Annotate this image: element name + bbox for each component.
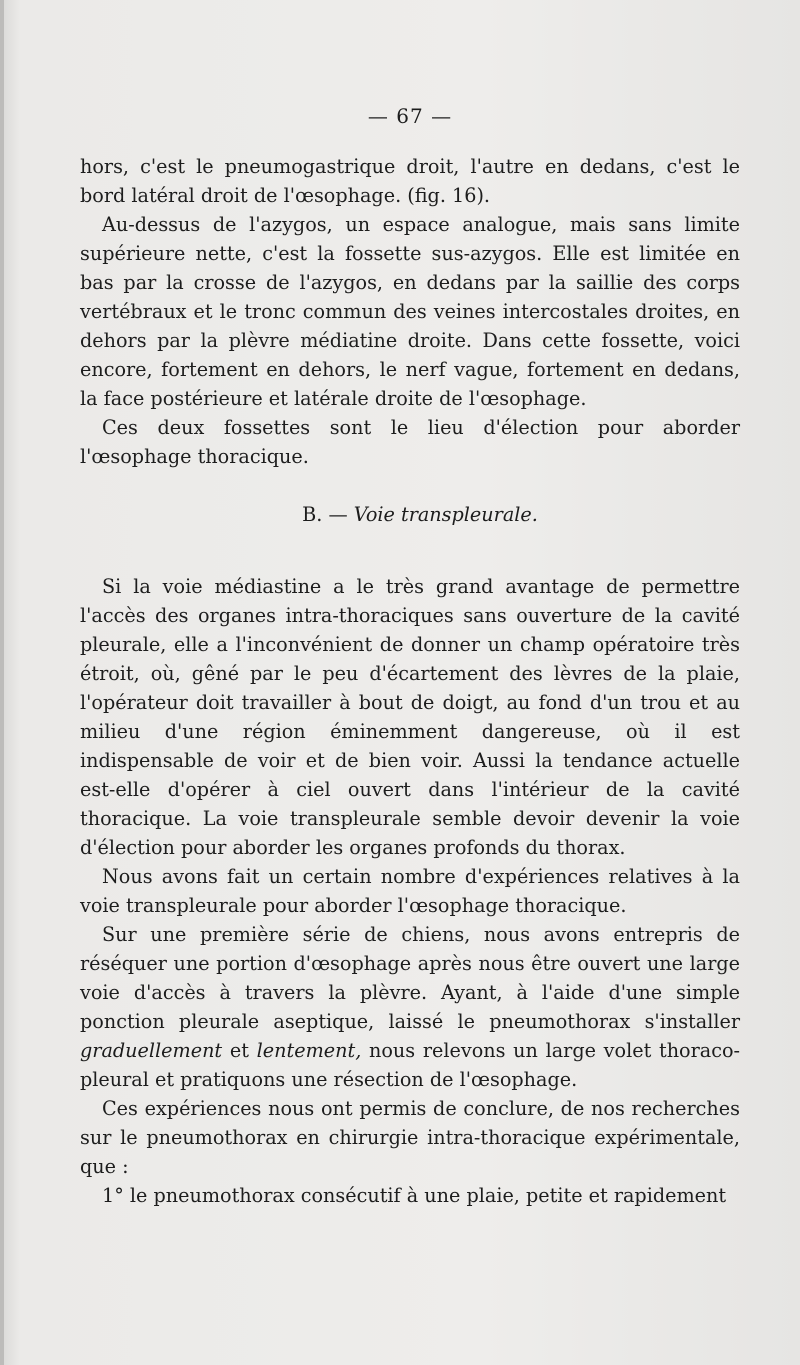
paragraph-fossettes-election: Ces deux fossettes sont le lieu d'élection pour aborder l'œsophage thoracique.	[80, 416, 740, 468]
page-edge	[0, 0, 4, 1365]
paragraph-text: et	[229, 1039, 249, 1062]
paragraph-premiere-serie	[80, 920, 740, 1094]
body-text	[80, 152, 740, 1210]
paragraph-text: Sur une première série de chiens, nous avons entrepris de réséquer une portion d'œsophage après nous être ouvert une large voie d'accès à travers la plèvre. Ayant, à l'aide d'une simple ponction pleurale aseptique, laissé le pneumothorax s'installer	[80, 923, 740, 1033]
paragraph-first-point: 1° le pneumothorax consécutif à une plaie, petite et rapidement	[102, 1184, 727, 1207]
emphasis-lentement: lentement,	[256, 1039, 362, 1062]
spacer	[80, 529, 740, 572]
spacer	[80, 471, 740, 500]
section-heading	[80, 500, 740, 529]
paragraph-continuation: hors, c'est le pneumogastrique droit, l'autre en dedans, c'est le bord latéral droit de l'œsophage. (fig. 16).	[80, 155, 740, 207]
emphasis-graduellement: graduellement	[80, 1039, 223, 1062]
paragraph-voie-mediastine: Si la voie médiastine a le très grand avantage de permettre l'accès des organes intra-thoraciques sans ouverture de la cavité pleurale, elle a l'inconvénient de donner un champ opératoire très étroit, où, gêné par le peu d'écartement des lèvres de la plaie, l'opérateur doit travailler à bout de doigt, au fond d'un trou et au milieu d'une région éminemment dangereuse, où il est indispensable de voir et de bien voir. Aussi la tendance actuelle est-elle d'opérer à ciel ouvert dans l'intérieur de la cavité thoracique. La voie transpleurale semble devoir devenir la voie d'élection pour aborder les organes profonds du thorax.	[80, 575, 740, 859]
paragraph-fossette-sus-azygos: Au-dessus de l'azygos, un espace analogue, mais sans limite supérieure nette, c'est la fossette sus-azygos. Elle est limitée en bas par la crosse de l'azygos, en dedans par la saillie des corps vertébraux et le tronc commun des veines intercostales droites, en dehors par la plèvre médiatine droite. Dans cette fossette, voici encore, fortement en dehors, le nerf vague, fortement en dedans, la face postérieure et latérale droite de l'œsophage.	[80, 213, 740, 410]
page-number: — 67 —	[367, 104, 453, 128]
section-letter: B. —	[302, 503, 348, 526]
paragraph-experiences: Nous avons fait un certain nombre d'expériences relatives à la voie transpleurale pour aborder l'œsophage thoracique.	[80, 865, 740, 917]
paragraph-text: nous relevons un large volet thoraco-pleural et pratiquons une résection de l'œsophage.	[80, 1039, 740, 1091]
paragraph-conclusions: Ces expériences nous ont permis de conclure, de nos recherches sur le pneumothorax en chirurgie intra-thoracique expérimentale, que :	[80, 1097, 740, 1178]
section-title: Voie transpleurale.	[353, 503, 538, 526]
